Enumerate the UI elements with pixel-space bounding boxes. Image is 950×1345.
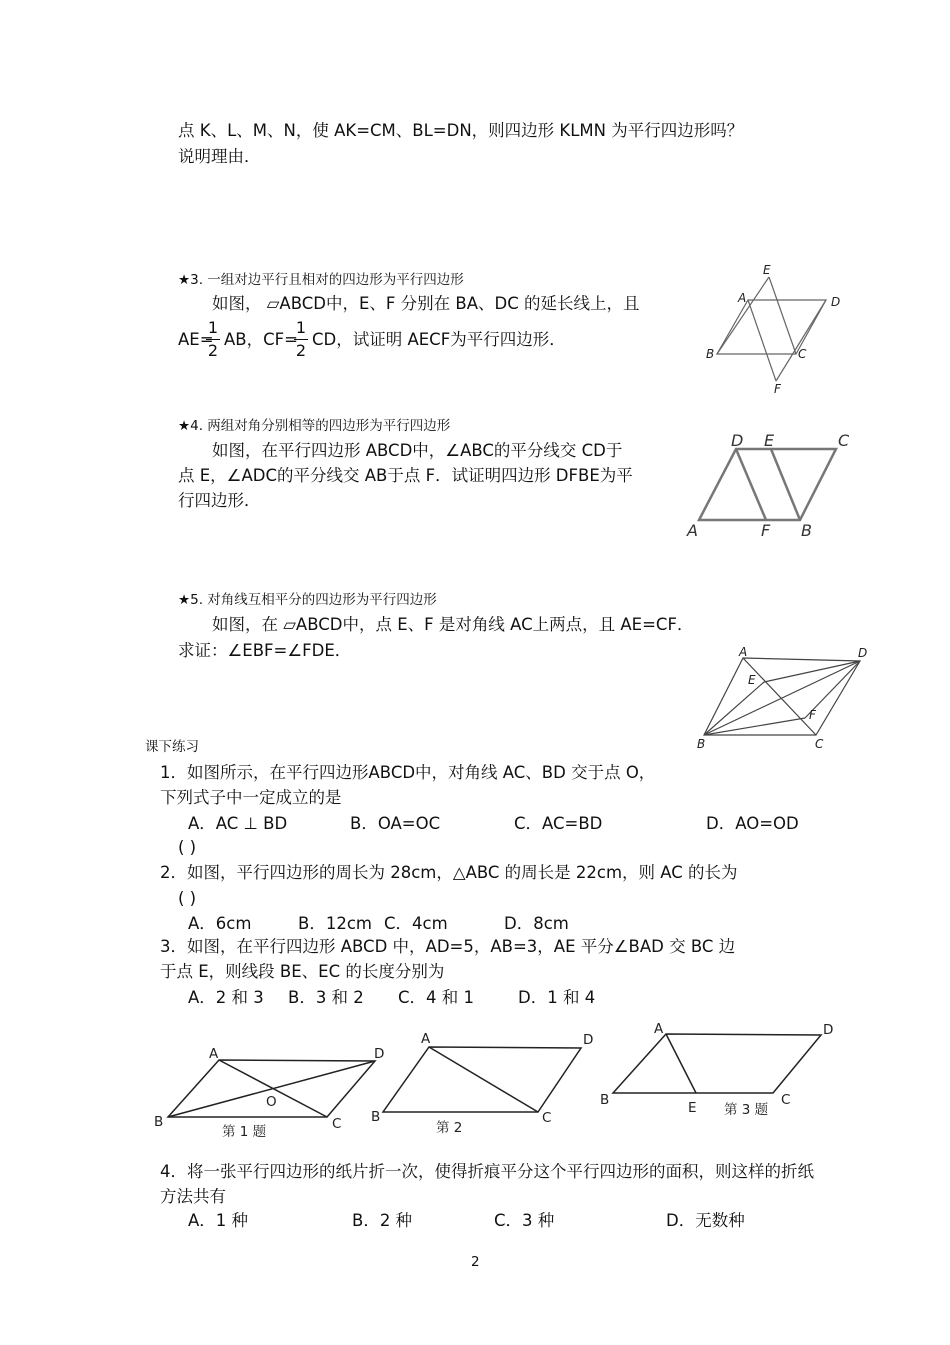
fig2-label-a: A [421,1031,431,1047]
q5-label-b: B [697,737,706,751]
fig3-label-d: D [823,1022,834,1038]
p3-option-d: D．1 和 4 [518,988,596,1007]
q3-line-df [776,300,826,381]
page-number: 2 [471,1254,480,1270]
fig3-line-ae [666,1034,696,1093]
q4-heading: ★4. 两组对角分别相等的四边形为平行四边形 [178,418,451,434]
q3-line-eb [717,277,769,354]
q5-label-c: C [815,737,824,751]
p2-line-1: 2．如图，平行四边形的周长为 28cm，△ABC 的周长是 22cm，则 AC 的长为 [160,863,738,882]
q3-ae: AE= [178,330,214,349]
q5-line-1: 如图，在 ▱ABCD中，点 E、F 是对角线 AC上两点，且 AE=CF． [212,615,694,634]
q3-ab: AB，CF= [224,330,298,349]
q3-label-f: F [774,382,781,396]
q5-figure [704,658,860,735]
q3-line-1: 如图， ▱ABCD中，E、F 分别在 BA、DC 的延长线上，且 [212,294,640,313]
q5-heading: ★5. 对角线互相平分的四边形为平行四边形 [178,592,437,608]
p3-line-1: 3．如图，在平行四边形 ABCD 中，AD=5，AB=3，AE 平分∠BAD 交 BC 边 [160,937,736,956]
q4-line-df [736,449,766,520]
p3-option-b: B．3 和 2 [288,988,364,1007]
q4-label-d: D [731,431,744,450]
p2-answer-paren: ( ) [178,889,197,908]
p2-option-a: A．6cm [188,914,252,933]
q4-label-e: E [764,431,775,450]
fig2-caption: 第 2 [436,1120,463,1136]
q4-line-1: 如图，在平行四边形 ABCD中，∠ABC的平分线交 CD于 [212,441,623,460]
p1-option-a: A．AC ⊥ BD [188,814,288,833]
p4-option-b: B．2 种 [352,1211,413,1230]
q5-line-2: 求证：∠EBF=∠FDE． [178,641,352,660]
q4-line-eb [771,449,800,520]
fig3-label-c: C [781,1092,791,1108]
q3-cd: CD，试证明 AECF为平行四边形． [312,330,566,349]
fig1-label-b: B [154,1114,164,1130]
fig1-label-o: O [266,1094,277,1110]
p1-line-2: 下列式子中一定成立的是 [160,788,342,807]
q3-label-a: A [738,291,747,305]
q5-diagonal-bd [704,661,860,735]
p4-line-1: 4．将一张平行四边形的纸片折一次，使得折痕平分这个平行四边形的面积，则这样的折纸 [160,1162,814,1181]
q3-heading: ★3. 一组对边平行且相对的四边形为平行四边形 [178,272,464,288]
prev-question-line-1: 点 K、L、M、N，使 AK=CM、BL=DN，则四边形 KLMN 为平行四边形吗？ [178,121,744,140]
p2-option-b: B．12cm [298,914,372,933]
p1-line-1: 1．如图所示，在平行四边形ABCD中，对角线 AC、BD 交于点 O， [160,763,656,782]
q3-label-d: D [831,295,841,309]
fig2-label-b: B [371,1109,381,1125]
practice-fig3 [613,1034,821,1093]
q5-label-e: E [748,673,756,687]
p1-option-d: D．AO=OD [706,814,799,833]
q5-line-bf [704,718,805,735]
fig2-label-d: D [583,1032,594,1048]
fig2-diagonal-ac [429,1047,538,1112]
p3-option-a: A．2 和 3 [188,988,264,1007]
practice-fig2 [383,1047,581,1112]
practice-heading: 课下练习 [145,739,199,755]
q3-frac1-den: 2 [207,341,219,360]
q4-parallelogram-abcd [699,449,836,520]
q4-label-b: B [801,521,812,540]
q5-diagonal-ac [743,658,816,735]
q5-label-d: D [858,646,868,660]
fig2-parallelogram [383,1047,581,1112]
fig3-label-e: E [688,1100,697,1116]
q4-label-a: A [687,521,698,540]
q4-label-c: C [838,431,850,450]
fig3-label-b: B [600,1092,610,1108]
p3-line-2: 于点 E，则线段 BE、EC 的长度分别为 [160,962,445,981]
fig1-label-c: C [332,1116,342,1132]
q3-figure [717,277,826,381]
q3-label-c: C [798,347,807,361]
p1-option-c: C．AC=BD [514,814,603,833]
p1-answer-paren: ( ) [178,838,197,857]
q5-label-f: F [809,708,816,722]
p2-option-c: C．4cm [384,914,448,933]
p4-option-a: A．1 种 [188,1211,249,1230]
q4-line-2: 点 E，∠ADC的平分线交 AB于点 F．试证明四边形 DFBE为平 [178,466,633,485]
q5-label-a: A [739,645,748,659]
q3-label-e: E [763,263,771,277]
q3-line-af [748,300,776,381]
q4-line-3: 行四边形． [178,491,261,510]
p4-option-c: C．3 种 [494,1211,555,1230]
q3-frac1-num: 1 [207,318,219,337]
fig3-caption: 第 3 题 [724,1102,769,1118]
p4-line-2: 方法共有 [160,1187,226,1206]
p4-option-d: D．无数种 [666,1211,745,1230]
fig3-parallelogram [613,1034,821,1093]
q4-figure [699,449,836,520]
q3-line-ec [769,277,796,354]
fig1-caption: 第 1 题 [222,1124,267,1140]
fig2-label-c: C [542,1110,552,1126]
q4-label-f: F [761,521,771,540]
q3-frac2-den: 2 [295,341,307,360]
fig1-label-d: D [374,1046,385,1062]
fig3-label-a: A [654,1021,664,1037]
q5-line-de [764,661,860,682]
q5-line-be [704,682,764,735]
p2-option-d: D．8cm [504,914,569,933]
fig1-label-a: A [209,1046,219,1062]
q3-label-b: B [706,347,715,361]
q3-frac2-num: 1 [295,318,307,337]
p1-option-b: B．OA=OC [350,814,441,833]
p3-option-c: C．4 和 1 [398,988,475,1007]
prev-question-line-2: 说明理由． [178,147,261,166]
